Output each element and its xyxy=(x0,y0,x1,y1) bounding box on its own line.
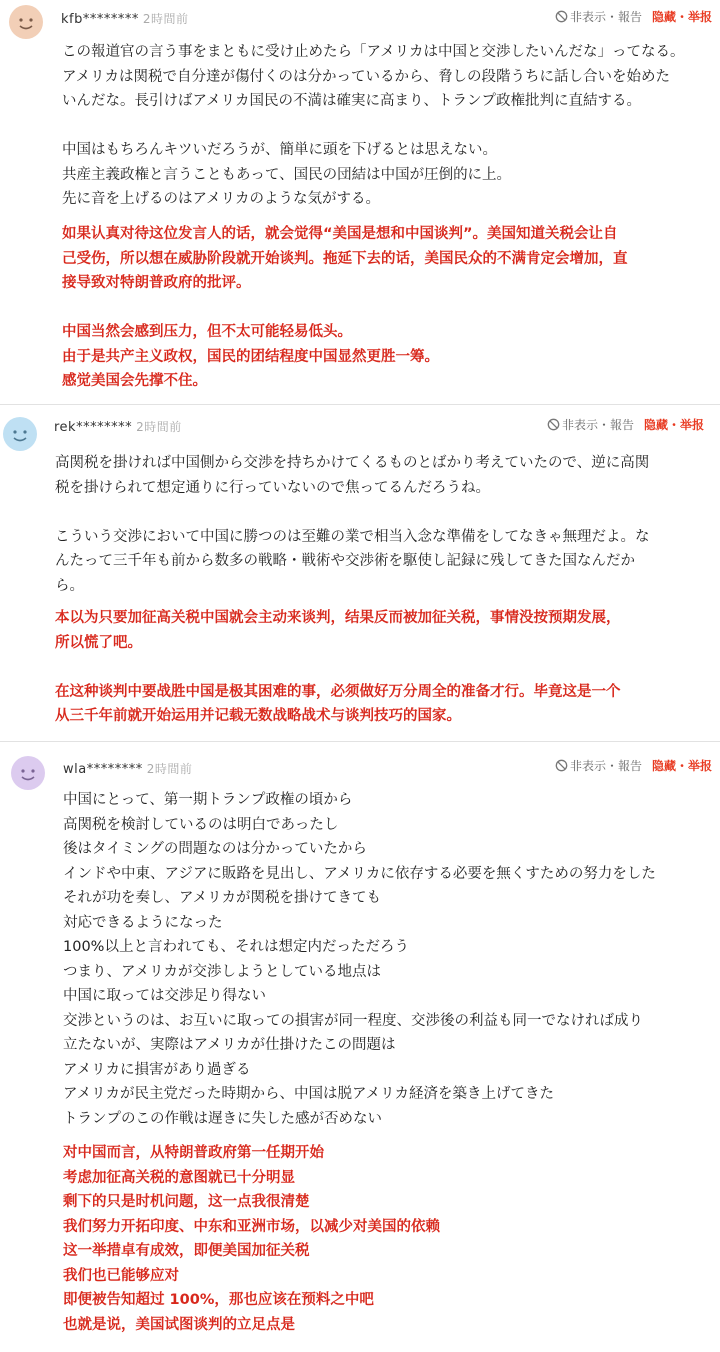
avatar-icon[interactable] xyxy=(3,417,37,451)
block-report-label[interactable]: 隐藏・举报 xyxy=(651,759,712,773)
comment-line: 後はタイミングの問題なのは分かっていたから xyxy=(63,841,367,857)
comment-line: トランプのこの作戦は遅きに失した感が否めない xyxy=(63,1110,382,1127)
username-text[interactable]: rek******** xyxy=(54,420,133,435)
comment-line: んたって三千年も前から数多の戦略・戦術や交渉術を駆使し記録に残してきた国なんだか xyxy=(55,553,635,569)
translation-line: 本以为只要加征高关税中国就会主动来谈判，结果反而被加征关税，事情没按预期发展， xyxy=(55,610,621,626)
comment-username[interactable] xyxy=(63,760,192,777)
comment-line: 高関税を検討しているのは明白であったし xyxy=(63,816,339,833)
translation-line: 己受伤，所以想在威胁阶段就开始谈判。拖延下去的话，美国民众的不满肯定会增加，直 xyxy=(62,250,628,267)
comment-line: 中国にとって、第一期トランプ政権の頃から xyxy=(63,792,353,808)
comment-username[interactable] xyxy=(61,10,189,27)
comment-line: こういう交渉において中国に勝つのは至難の業で相当入念な準備をしてなきゃ無理だよ。な xyxy=(55,528,650,545)
translation-line: 剩下的只是时机问题，这一点我很清楚 xyxy=(63,1194,310,1210)
comment-line: それが功を奏し、アメリカが関税を掛けてきても xyxy=(63,890,381,906)
hide-report-button[interactable] xyxy=(555,757,642,774)
translation-line: 我们努力开拓印度、中东和亚洲市场，以减少对美国的依赖 xyxy=(63,1218,440,1235)
translation-line: 感觉美国会先撑不住。 xyxy=(62,373,207,389)
comment-line: この報道官の言う事をまともに受け止めたら「アメリカは中国と交渉したいんだな」ってなる。 xyxy=(62,44,685,60)
comment-line: 先に音を上げるのはアメリカのような気がする。 xyxy=(62,191,380,207)
translation-line: 考虑加征高关税的意图就已十分明显 xyxy=(63,1169,295,1186)
comment-line: 税を掛けられて想定通りに行っていないので焦ってるんだろうね。 xyxy=(55,479,490,496)
translation-line: 在这种谈判中要战胜中国是极其困难的事，必须做好万分周全的准备才行。毕竟这是一个 xyxy=(55,683,621,700)
comment-time: 2時間前 xyxy=(142,12,189,26)
comment-card xyxy=(0,0,720,404)
translation-line: 从三千年前就开始运用并记载无数战略战术与谈判技巧的国家。 xyxy=(55,708,461,724)
translation-line: 也就是说，美国试图谈判的立足点是 xyxy=(63,1316,295,1333)
comment-line: アメリカが民主党だった時期から、中国は脱アメリカ経済を築き上げてきた xyxy=(63,1086,554,1102)
comment-translation-chinese xyxy=(55,606,621,729)
comment-card xyxy=(0,405,720,741)
comment-line: 共産主義政権と言うこともあって、国民の団結は中国が圧倒的に上。 xyxy=(62,166,512,183)
comment-time: 2時間前 xyxy=(136,420,182,434)
translation-line xyxy=(62,296,628,321)
block-report-label[interactable]: 隐藏・举报 xyxy=(643,418,704,432)
comment-line xyxy=(62,114,684,139)
hide-report-button[interactable] xyxy=(555,8,642,25)
prohibit-icon xyxy=(555,10,568,23)
comment-line xyxy=(55,500,650,525)
translation-line: 这一举措卓有成效，即便美国加征关税 xyxy=(63,1243,310,1259)
username-text[interactable]: kfb******** xyxy=(61,12,139,27)
comment-actions xyxy=(547,416,704,433)
comment-translation-chinese xyxy=(63,1141,440,1337)
translation-line: 即便被告知超过 100%，那也应该在预料之中吧 xyxy=(63,1292,374,1308)
comment-line: ら。 xyxy=(55,577,84,594)
comment-line: 立たないが、実際はアメリカが仕掛けたこの問題は xyxy=(63,1037,396,1053)
comment-line: 高関税を掛ければ中国側から交渉を持ちかけてくるものとばかり考えていたので、逆に高関 xyxy=(55,455,650,471)
translation-line: 由于是共产主义政权，国民的团结程度中国显然更胜一筹。 xyxy=(62,348,439,365)
comment-body-japanese xyxy=(55,451,650,598)
hide-report-label: 非表示・報告 xyxy=(569,759,642,773)
translation-line: 接导致对特朗普政府的批评。 xyxy=(62,275,251,291)
hide-report-button[interactable] xyxy=(547,416,634,433)
block-report-label[interactable]: 隐藏・举报 xyxy=(651,10,712,24)
comment-line: 中国はもちろんキツいだろうが、簡単に頭を下げるとは思えない。 xyxy=(62,142,497,158)
comment-username[interactable] xyxy=(54,418,182,435)
translation-line: 中国当然会感到压力，但不太可能轻易低头。 xyxy=(62,324,352,340)
translation-line xyxy=(55,655,621,680)
hide-report-label: 非表示・報告 xyxy=(569,10,642,24)
comment-line: アメリカは関税で自分達が傷付くのは分かっているから、脅しの段階うちに話し合いを始めた xyxy=(62,68,670,85)
comment-translation-chinese xyxy=(62,222,628,394)
translation-line: 对中国而言，从特朗普政府第一任期开始 xyxy=(63,1145,324,1161)
comment-line: 対応できるようになった xyxy=(63,914,223,931)
hide-report-label: 非表示・報告 xyxy=(561,418,634,432)
comment-line: いんだな。長引けばアメリカ国民の不満は確実に高まり、トランプ政権批判に直結する。 xyxy=(62,93,641,109)
comment-line: インドや中東、アジアに販路を見出し、アメリカに依存する必要を無くすための努力をした xyxy=(63,865,656,882)
comment-actions xyxy=(555,757,712,774)
prohibit-icon xyxy=(547,418,560,431)
comment-card xyxy=(0,742,720,1352)
avatar-icon[interactable] xyxy=(11,756,45,790)
comment-line: アメリカに損害があり過ぎる xyxy=(63,1061,251,1078)
prohibit-icon xyxy=(555,759,568,772)
comment-line: つまり、アメリカが交渉しようとしている地点は xyxy=(63,963,381,980)
comment-line: 中国に取っては交渉足り得ない xyxy=(63,988,266,1004)
comment-actions xyxy=(555,8,712,25)
username-text[interactable]: wla******** xyxy=(63,762,143,777)
comment-time: 2時間前 xyxy=(146,762,193,776)
translation-line: 如果认真对待这位发言人的话，就会觉得“美国是想和中国谈判”。美国知道关税会让自 xyxy=(62,226,618,242)
translation-line: 所以慌了吧。 xyxy=(55,634,142,651)
comment-line: 100%以上と言われても、それは想定内だっただろう xyxy=(63,939,409,955)
translation-line: 我们也已能够应对 xyxy=(63,1267,179,1284)
comment-body-japanese xyxy=(63,788,656,1131)
comment-body-japanese xyxy=(62,40,684,212)
avatar-icon[interactable] xyxy=(9,5,43,39)
comment-line: 交渉というのは、お互いに取っての損害が同一程度、交渉後の利益も同一でなければ成り xyxy=(63,1012,643,1029)
